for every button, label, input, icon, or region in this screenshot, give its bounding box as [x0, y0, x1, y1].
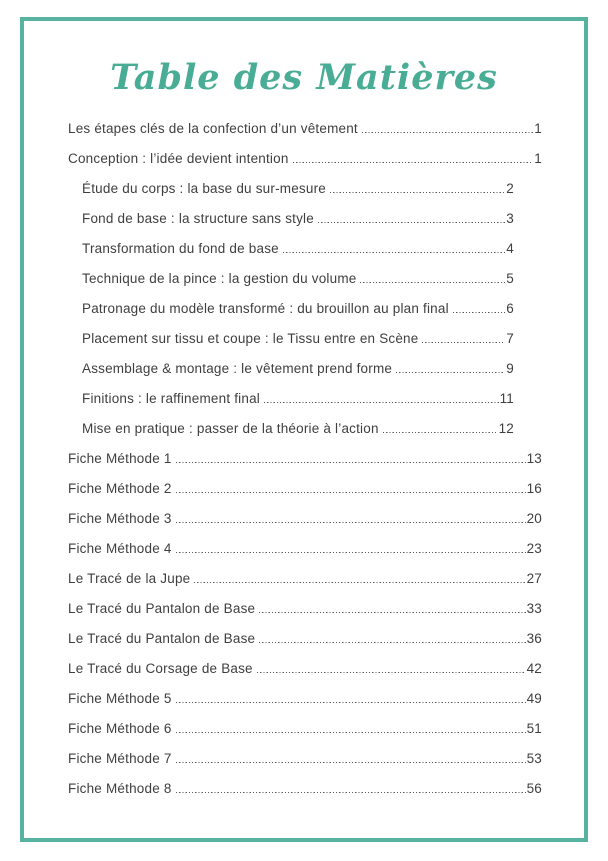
- dot-leader: [176, 522, 526, 523]
- toc-entry-page: 42: [526, 661, 542, 676]
- toc-entry[interactable]: [68, 564, 542, 594]
- toc-entry[interactable]: [68, 114, 542, 144]
- toc-entry-page: 11: [499, 391, 514, 406]
- toc-entry[interactable]: [68, 354, 542, 384]
- toc-entry[interactable]: [68, 174, 542, 204]
- toc-entry-label: Fond de base : la structure sans style: [82, 211, 314, 226]
- toc-entry-label: Technique de la pince : la gestion du volume: [82, 271, 357, 286]
- toc-entry-page: 56: [526, 781, 542, 796]
- toc-entry-page: 23: [526, 541, 542, 556]
- dot-leader: [422, 342, 505, 343]
- toc-entry[interactable]: [68, 474, 542, 504]
- toc-entry-label: Mise en pratique : passer de la théorie à l’action: [82, 421, 379, 436]
- toc-entry-label: Le Tracé de la Jupe: [68, 571, 191, 586]
- toc-entry[interactable]: [68, 594, 542, 624]
- dot-leader: [176, 552, 526, 553]
- toc-entry-label: Les étapes clés de la confection d’un vêtement: [68, 121, 358, 136]
- toc-entry-page: 49: [526, 691, 542, 706]
- toc-entry-label: Transformation du fond de base: [82, 241, 279, 256]
- toc-entry-label: Le Tracé du Pantalon de Base: [68, 631, 256, 646]
- toc-entry-page: 6: [506, 301, 514, 316]
- toc-entry[interactable]: [68, 234, 542, 264]
- toc-entry-page: 51: [526, 721, 542, 736]
- toc-entry[interactable]: [68, 294, 542, 324]
- dot-leader: [453, 312, 506, 313]
- dot-leader: [283, 252, 505, 253]
- toc-entry[interactable]: [68, 204, 542, 234]
- toc-entry-page: 12: [498, 421, 514, 436]
- toc-list: [68, 114, 542, 804]
- toc-entry-label: Patronage du modèle transformé : du brouillon au plan final: [82, 301, 449, 316]
- toc-entry[interactable]: [68, 444, 542, 474]
- page-title: Table des Matières: [110, 57, 498, 98]
- toc-entry[interactable]: [68, 384, 542, 414]
- dot-leader: [194, 582, 525, 583]
- dot-leader: [176, 492, 526, 493]
- toc-entry-label: Placement sur tissu et coupe : le Tissu entre en Scène: [82, 331, 419, 346]
- toc-entry-page: 27: [526, 571, 542, 586]
- toc-entry-page: 2: [506, 181, 514, 196]
- toc-entry[interactable]: [68, 624, 542, 654]
- toc-entry-label: Fiche Méthode 8: [68, 781, 172, 796]
- toc-entry-page: 9: [506, 361, 514, 376]
- toc-entry-page: 7: [506, 331, 514, 346]
- page-border-frame: [20, 17, 588, 842]
- toc-entry-page: 16: [526, 481, 542, 496]
- toc-entry[interactable]: [68, 774, 542, 804]
- toc-entry-label: Fiche Méthode 5: [68, 691, 172, 706]
- toc-entry-label: Fiche Méthode 1: [68, 451, 172, 466]
- dot-leader: [396, 372, 505, 373]
- toc-entry[interactable]: [68, 414, 542, 444]
- toc-entry-label: Fiche Méthode 7: [68, 751, 172, 766]
- dot-leader: [176, 732, 526, 733]
- dot-leader: [176, 762, 526, 763]
- toc-entry-label: Fiche Méthode 3: [68, 511, 172, 526]
- toc-entry-page: 36: [526, 631, 542, 646]
- toc-entry-label: Étude du corps : la base du sur-mesure: [82, 181, 326, 196]
- toc-entry-label: Fiche Méthode 4: [68, 541, 172, 556]
- toc-entry-page: 4: [506, 241, 514, 256]
- toc-entry-label: Fiche Méthode 2: [68, 481, 172, 496]
- dot-leader: [259, 642, 525, 643]
- toc-entry[interactable]: [68, 264, 542, 294]
- dot-leader: [360, 282, 505, 283]
- toc-entry-page: 33: [526, 601, 542, 616]
- toc-entry[interactable]: [68, 534, 542, 564]
- toc-entry[interactable]: [68, 684, 542, 714]
- dot-leader: [318, 222, 505, 223]
- toc-entry[interactable]: [68, 144, 542, 174]
- toc-entry[interactable]: [68, 504, 542, 534]
- toc-entry[interactable]: [68, 744, 542, 774]
- toc-entry-page: 20: [526, 511, 542, 526]
- dot-leader: [176, 462, 526, 463]
- dot-leader: [264, 402, 499, 403]
- toc-entry-label: Le Tracé du Pantalon de Base: [68, 601, 256, 616]
- toc-entry-page: 5: [506, 271, 514, 286]
- toc-entry[interactable]: [68, 654, 542, 684]
- dot-leader: [383, 432, 498, 433]
- dot-leader: [176, 792, 526, 793]
- toc-entry-label: Assemblage & montage : le vêtement prend forme: [82, 361, 393, 376]
- toc-entry-label: Finitions : le raffinement final: [82, 391, 260, 406]
- dot-leader: [362, 132, 533, 133]
- dot-leader: [330, 192, 505, 193]
- dot-leader: [259, 612, 525, 613]
- toc-entry-label: Conception : l’idée devient intention: [68, 151, 289, 166]
- toc-entry[interactable]: [68, 714, 542, 744]
- toc-entry-page: 53: [526, 751, 542, 766]
- dot-leader: [257, 672, 526, 673]
- toc-entry-label: Le Tracé du Corsage de Base: [68, 661, 253, 676]
- toc-entry-page: 1: [534, 121, 542, 136]
- toc-entry-label: Fiche Méthode 6: [68, 721, 172, 736]
- toc-entry[interactable]: [68, 324, 542, 354]
- toc-entry-page: 3: [506, 211, 514, 226]
- toc-entry-page: 1: [534, 151, 542, 166]
- dot-leader: [176, 702, 526, 703]
- toc-entry-page: 13: [526, 451, 542, 466]
- dot-leader: [293, 162, 534, 163]
